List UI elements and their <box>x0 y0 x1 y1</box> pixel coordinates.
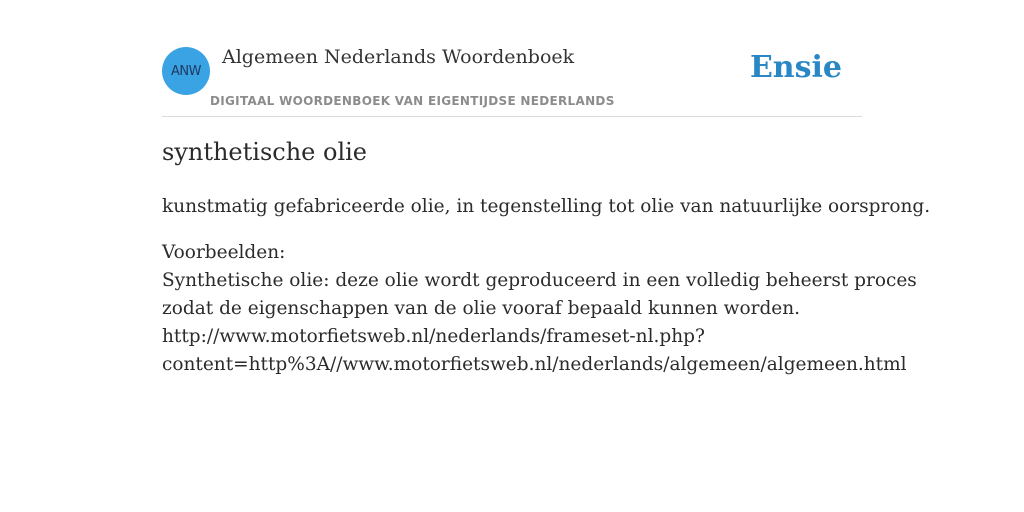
example-source-line: http://www.motorfietsweb.nl/nederlands/frameset-nl.php? <box>162 326 705 347</box>
entry-examples <box>162 239 917 379</box>
page-container <box>162 0 931 375</box>
examples-label: Voorbeelden: <box>162 242 286 263</box>
site-subtitle: DIGITAAL WOORDENBOEK VAN EIGENTIJDSE NEDERLANDS <box>210 94 615 108</box>
example-line: zodat de eigenschappen van de olie vooraf bepaald kunnen worden. <box>162 298 801 319</box>
entry-definition: kunstmatig gefabriceerde olie, in tegenstelling tot olie van natuurlijke oorsprong. <box>162 196 931 217</box>
anw-logo[interactable] <box>162 47 210 95</box>
entry-headword: synthetische olie <box>162 138 368 166</box>
site-title[interactable]: Algemeen Nederlands Woordenboek <box>222 46 575 68</box>
example-source-line: content=http%3A//www.motorfietsweb.nl/nederlands/algemeen/algemeen.html <box>162 354 907 375</box>
ensie-brand-logo[interactable]: Ensie <box>749 50 842 85</box>
example-line: Synthetische olie: deze olie wordt geproduceerd in een volledig beheerst proces <box>162 270 917 291</box>
logo-text: ANW <box>171 63 201 79</box>
site-header <box>162 0 862 117</box>
